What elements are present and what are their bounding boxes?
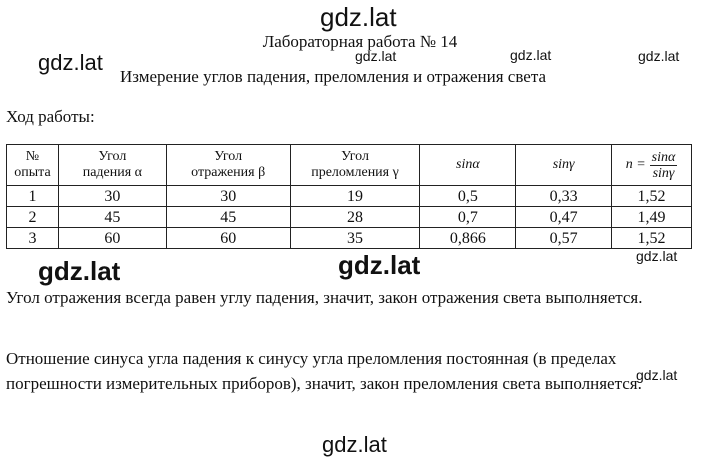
header-label: sinγ	[552, 157, 575, 172]
results-table	[6, 144, 692, 249]
formula-prefix: n =	[625, 157, 646, 172]
header-experiment-number	[7, 145, 59, 186]
watermark-table-left: gdz.lat	[38, 256, 121, 286]
table-cell: 1,52	[612, 186, 692, 207]
table-row	[7, 186, 692, 207]
table-header-row	[7, 145, 692, 186]
watermark-left: gdz.lat	[38, 50, 103, 75]
table-cell: 30	[58, 186, 166, 207]
watermark-center: gdz.lat	[355, 48, 397, 64]
refractive-index-formula	[626, 150, 678, 181]
table-cell: 0,57	[516, 228, 612, 249]
watermark-right: gdz.lat	[638, 48, 680, 64]
formula-numerator: sinα	[651, 149, 676, 165]
header-label: отражения β	[191, 165, 266, 180]
table-cell: 19	[290, 186, 420, 207]
table-cell: 0,866	[420, 228, 516, 249]
table-row	[7, 207, 692, 228]
watermark-table-center: gdz.lat	[338, 250, 421, 280]
table-cell: 60	[166, 228, 290, 249]
table-cell: 1,52	[612, 228, 692, 249]
header-refraction-angle	[290, 145, 420, 186]
header-label: опыта	[14, 165, 51, 180]
conclusion-refraction-law: Отношение синуса угла падения к синусу угла преломления постоянная (в пределах погрешности измерительных приборов), значит, закон преломления света выполняется.	[6, 349, 642, 393]
section-heading: Ход работы:	[6, 107, 95, 126]
table-cell: 0,7	[420, 207, 516, 228]
watermark-top: gdz.lat	[320, 2, 397, 32]
table-cell: 0,5	[420, 186, 516, 207]
header-label: №	[25, 149, 40, 164]
table-cell: 60	[58, 228, 166, 249]
header-sin-gamma	[516, 145, 612, 186]
watermark-bottom: gdz.lat	[322, 432, 387, 457]
header-refractive-index	[612, 145, 692, 186]
table-cell: 0,47	[516, 207, 612, 228]
header-label: sinα	[456, 157, 480, 172]
table-cell: 30	[166, 186, 290, 207]
formula-denominator: sinγ	[652, 165, 675, 181]
header-incidence-angle	[58, 145, 166, 186]
table-cell: 28	[290, 207, 420, 228]
header-reflection-angle	[166, 145, 290, 186]
header-label: падения α	[82, 165, 143, 180]
watermark-mid-right: gdz.lat	[510, 47, 552, 63]
table-cell: 0,33	[516, 186, 612, 207]
header-label: Угол	[98, 149, 127, 164]
document-subtitle: Измерение углов падения, преломления и отражения света	[120, 67, 547, 86]
table-row	[7, 228, 692, 249]
header-label: Угол	[341, 149, 369, 164]
header-label: Угол	[214, 149, 243, 164]
table-cell: 3	[7, 228, 59, 249]
document-title: Лабораторная работа № 14	[262, 32, 458, 51]
watermark-para-right: gdz.lat	[636, 367, 678, 383]
table-cell: 35	[290, 228, 420, 249]
conclusion-reflection-law: Угол отражения всегда равен углу падения, значит, закон отражения света выполняется.	[6, 288, 643, 307]
header-sin-alpha	[420, 145, 516, 186]
table-cell: 1	[7, 186, 59, 207]
table-cell: 45	[166, 207, 290, 228]
table-cell: 1,49	[612, 207, 692, 228]
header-label: преломления γ	[311, 165, 399, 180]
table-cell: 2	[7, 207, 59, 228]
table-cell: 45	[58, 207, 166, 228]
watermark-table-right: gdz.lat	[636, 248, 678, 264]
